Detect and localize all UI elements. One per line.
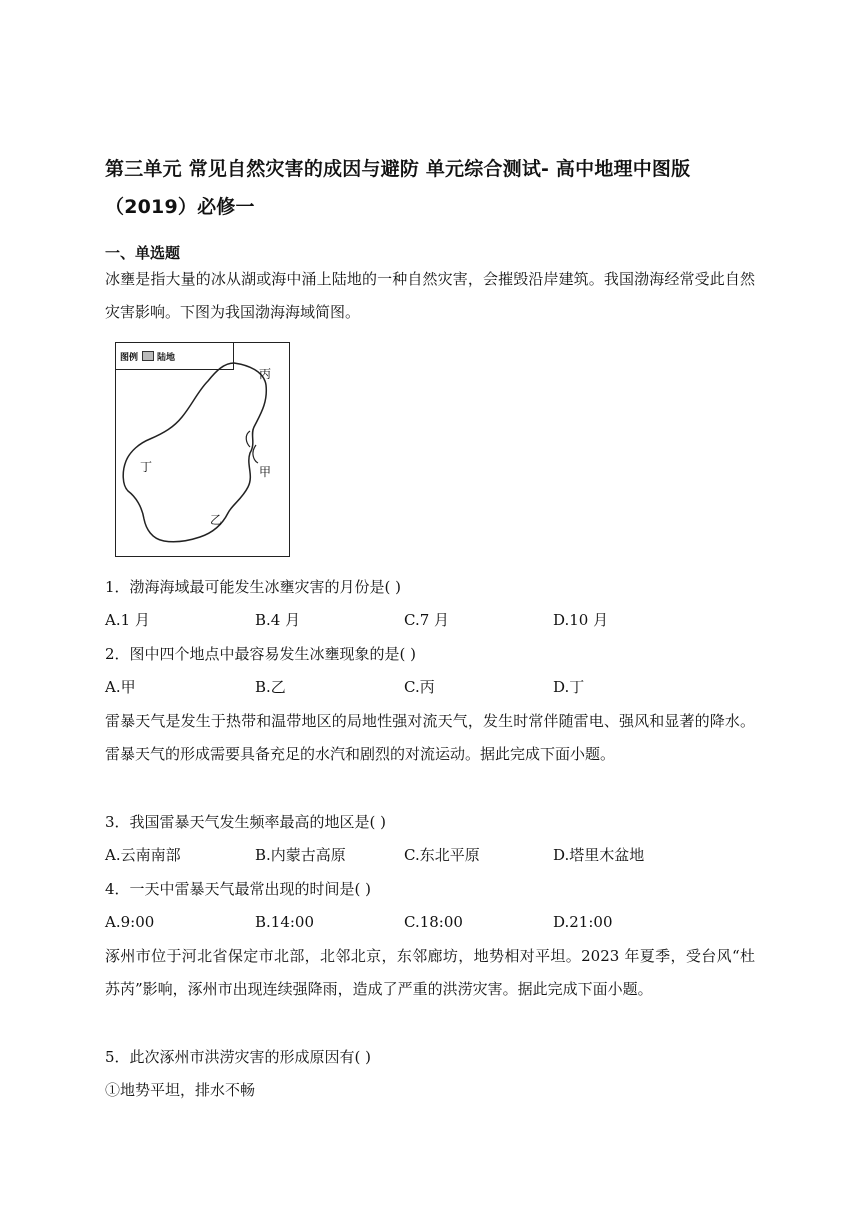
option-c: C.18:00 [404,913,463,931]
question-stem: 5．此次涿州市洪涝灾害的形成原因有( ) [105,1048,372,1066]
land-swatch-icon [142,351,154,361]
legend-prefix: 图例 [120,352,139,363]
document-title: 第三单元 常见自然灾害的成因与避防 单元综合测试- 高中地理中图版（2019）必修一 [105,158,691,218]
option-b: B.乙 [255,678,286,696]
option-d: D.10 月 [553,611,609,629]
passage-thunderstorm: 雷暴天气是发生于热带和温带地区的局地性强对流天气，发生时常伴随雷电、强风和显著的降水。雷暴天气的形成需要具备充足的水汽和剧烈的对流运动。据此完成下面小题。 [105,712,755,763]
bohai-map [115,342,290,557]
option-c: C.东北平原 [404,846,480,864]
option-b: B.内蒙古高原 [255,846,346,864]
section-heading: 一、单选题 [105,244,181,262]
option-a: A.1 月 [105,611,150,629]
map-legend [116,343,234,370]
question-stem: 1．渤海海域最可能发生冰壅灾害的月份是( ) [105,578,402,596]
option-d: D.21:00 [553,913,613,931]
option-d: D.丁 [553,678,585,696]
question-stem: 3．我国雷暴天气发生频率最高的地区是( ) [105,813,387,831]
map-label-jia: 甲 [259,465,272,479]
passage-flood: 涿州市位于河北省保定市北部，北邻北京，东邻廊坊，地势相对平坦。2023 年夏季，受台风“杜苏芮”影响，涿州市出现连续强降雨，造成了严重的洪涝灾害。据此完成下面小题。 [105,947,755,998]
option-c: C.7 月 [404,611,450,629]
option-b: B.14:00 [255,913,315,931]
passage-ice: 冰壅是指大量的冰从湖或海中涌上陆地的一种自然灾害，会摧毁沿岸建筑。我国渤海经常受此自然灾害影响。下图为我国渤海海域简图。 [105,270,755,321]
option-a: A.甲 [105,678,136,696]
legend-land-label: 陆地 [157,352,176,363]
option-a: A.9:00 [105,913,155,931]
option-b: B.4 月 [255,611,301,629]
map-label-ding: 丁 [140,460,153,474]
map-label-yi: 乙 [210,513,223,527]
numbered-item: ①地势平坦，排水不畅 [105,1081,256,1099]
option-a: A.云南南部 [105,846,181,864]
question-stem: 2．图中四个地点中最容易发生冰壅现象的是( ) [105,645,417,663]
map-label-bing: 丙 [259,367,272,381]
option-d: D.塔里木盆地 [553,846,645,864]
question-stem: 4．一天中雷暴天气最常出现的时间是( ) [105,880,372,898]
option-c: C.丙 [404,678,435,696]
